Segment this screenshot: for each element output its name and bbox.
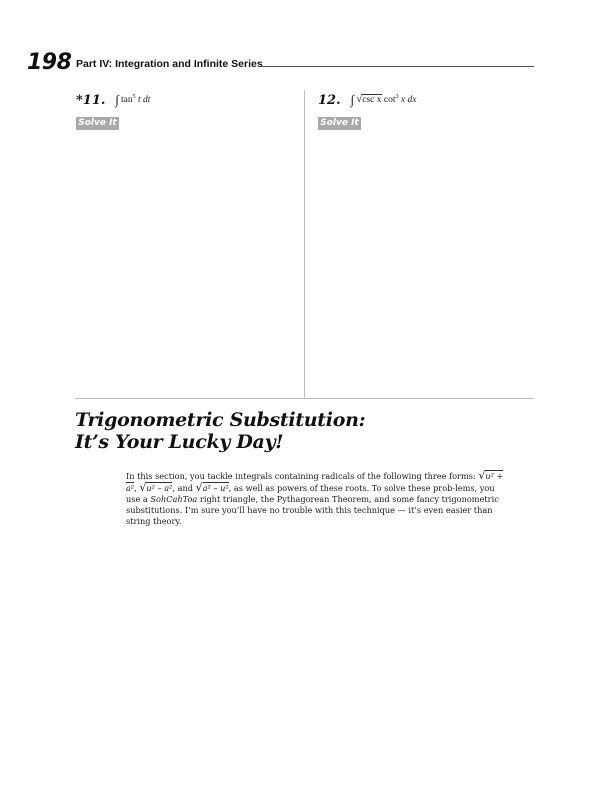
sohcahtoa-term: SohCahToa bbox=[150, 494, 198, 504]
radical-icon: √ bbox=[356, 93, 363, 106]
intro-part1: In this section, you tackle integrals containing radicals of the following three forms: bbox=[126, 471, 476, 481]
header-rule bbox=[262, 66, 534, 67]
problem-12-func: cot bbox=[383, 95, 396, 106]
section-title-line2: It’s Your Lucky Day! bbox=[75, 431, 284, 453]
problem-11-func: tan bbox=[120, 95, 133, 106]
intro-part2: , as well as powers of these roots. To solve these prob-lems, you use a bbox=[126, 483, 495, 504]
and-word: , and bbox=[172, 483, 194, 493]
section-title bbox=[75, 409, 365, 453]
problem-11-expression bbox=[115, 92, 151, 108]
radical-icon: √ bbox=[139, 481, 147, 494]
problem-12-radicand: csc x bbox=[362, 95, 382, 106]
problem-12-expression bbox=[350, 92, 417, 108]
radical-form-1: u² + a² bbox=[126, 471, 504, 493]
running-head: Part IV: Integration and Infinite Series bbox=[76, 58, 263, 70]
intro-part3: right triangle, the Pythagorean Theorem, and some fancy trigonometric substitutions. I’m sure you’ll have no trouble with this technique — it’s even easier than string theory. bbox=[126, 494, 499, 526]
radical-icon: √ bbox=[478, 469, 486, 482]
problem-12-differential: x dx bbox=[400, 95, 417, 106]
integral-sign-icon: ∫ bbox=[350, 92, 355, 108]
problem-11-number: *11. bbox=[76, 92, 106, 108]
page-number: 198 bbox=[27, 50, 72, 75]
solve-it-badge-12: Solve It bbox=[318, 117, 361, 130]
problem-12-number: 12. bbox=[318, 92, 341, 108]
radical-form-3: a² – u² bbox=[202, 483, 229, 493]
section-rule bbox=[75, 398, 534, 399]
section-title-line1: Trigonometric Substitution: bbox=[75, 409, 366, 431]
integral-sign-icon: ∫ bbox=[115, 92, 119, 108]
solve-it-badge-11: Solve It bbox=[76, 117, 119, 130]
problem-12-power: 3 bbox=[395, 94, 399, 101]
radical-icon: √ bbox=[195, 481, 203, 494]
column-divider bbox=[304, 90, 305, 398]
problem-11-rest: t dt bbox=[137, 95, 151, 106]
problem-11 bbox=[76, 91, 150, 109]
radical-form-2: u² – a² bbox=[146, 483, 173, 493]
intro-paragraph: In this section, you tackle integrals containing radicals of the following three forms: √u² + a², √u² – a², and √a² – u², as well as powers of these roots. To solve these prob-lems, you use a SohCahToa right triangle, the Pythagorean Theorem, and some fancy trigonometric substitutions. I’m sure you’ll have no trouble with this technique — it’s even easier than string theory. bbox=[126, 469, 504, 526]
problem-12 bbox=[318, 91, 416, 109]
problem-11-power: 5 bbox=[132, 94, 136, 101]
